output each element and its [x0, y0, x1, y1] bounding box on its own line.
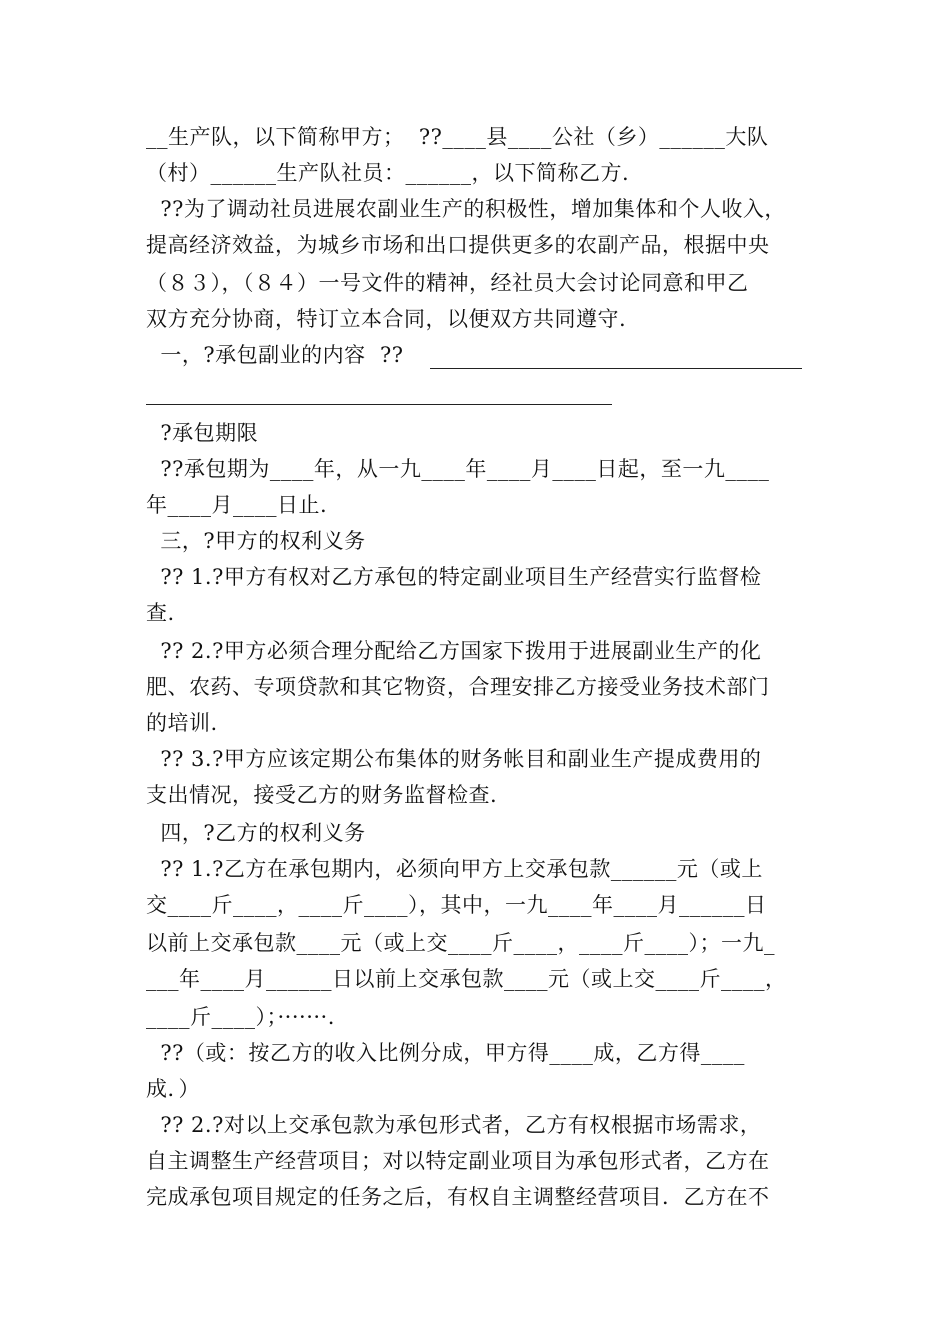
- text-line: （村）______生产队社员：______，以下简称乙方.: [146, 161, 630, 185]
- text-line: ___年____月______日以前上交承包款____元（或上交____斤____，: [146, 967, 787, 991]
- text-line: 查.: [146, 601, 175, 625]
- text-line: __生产队，以下简称甲方； ??____县____公社（乡）______大队: [146, 125, 769, 149]
- text-line: ??（或：按乙方的收入比例分成，甲方得____成，乙方得____: [146, 1041, 745, 1065]
- text-line: ?? 2.?对以上交承包款为承包形式者，乙方有权根据市场需求，: [146, 1113, 762, 1137]
- text-line: 年____月____日止.: [146, 493, 328, 517]
- text-line: ____斤____）；·······.: [146, 1005, 335, 1029]
- text-line: ?承包期限: [146, 421, 259, 445]
- text-line: 完成承包项目规定的任务之后，有权自主调整经营项目．乙方在不: [146, 1185, 770, 1209]
- text-line: 交____斤____，____斤____），其中，一九____年____月______日: [146, 893, 767, 917]
- fill-in-blank-line: [146, 404, 612, 405]
- text-line: 成．）: [146, 1077, 200, 1101]
- text-line: 自主调整生产经营项目；对以特定副业项目为承包形式者，乙方在: [146, 1149, 770, 1173]
- text-line: ?? 2.?甲方必须合理分配给乙方国家下拨用于进展副业生产的化: [146, 639, 762, 663]
- text-line: 三，?甲方的权利义务: [146, 529, 366, 553]
- text-line: 支出情况，接受乙方的财务监督检查.: [146, 783, 498, 807]
- text-line: ?? 3.?甲方应该定期公布集体的财务帐目和副业生产提成费用的: [146, 747, 762, 771]
- text-line: ?? 1.?乙方在承包期内，必须向甲方上交承包款______元（或上: [146, 857, 763, 881]
- text-line: 双方充分协商，特订立本合同，以便双方共同遵守.: [146, 307, 627, 331]
- text-line: 的培训.: [146, 711, 218, 735]
- text-line: 一，?承包副业的内容 ??: [146, 343, 404, 367]
- text-line: 肥、农药、专项贷款和其它物资，合理安排乙方接受业务技术部门: [146, 675, 770, 699]
- text-line: 提高经济效益，为城乡市场和出口提供更多的农副产品，根据中央: [146, 233, 770, 257]
- fill-in-blank-line: [430, 368, 802, 369]
- text-line: ?? 1.?甲方有权对乙方承包的特定副业项目生产经营实行监督检: [146, 565, 762, 589]
- text-line: 四，?乙方的权利义务: [146, 821, 366, 845]
- text-line: （８３），（８４）一号文件的精神，经社员大会讨论同意和甲乙: [146, 271, 749, 295]
- text-line: ??为了调动社员进展农副业生产的积极性，增加集体和个人收入，: [146, 197, 786, 221]
- text-line: ??承包期为____年，从一九____年____月____日起，至一九____: [146, 457, 770, 481]
- text-line: 以前上交承包款____元（或上交____斤____，____斤____）；一九_: [146, 931, 775, 955]
